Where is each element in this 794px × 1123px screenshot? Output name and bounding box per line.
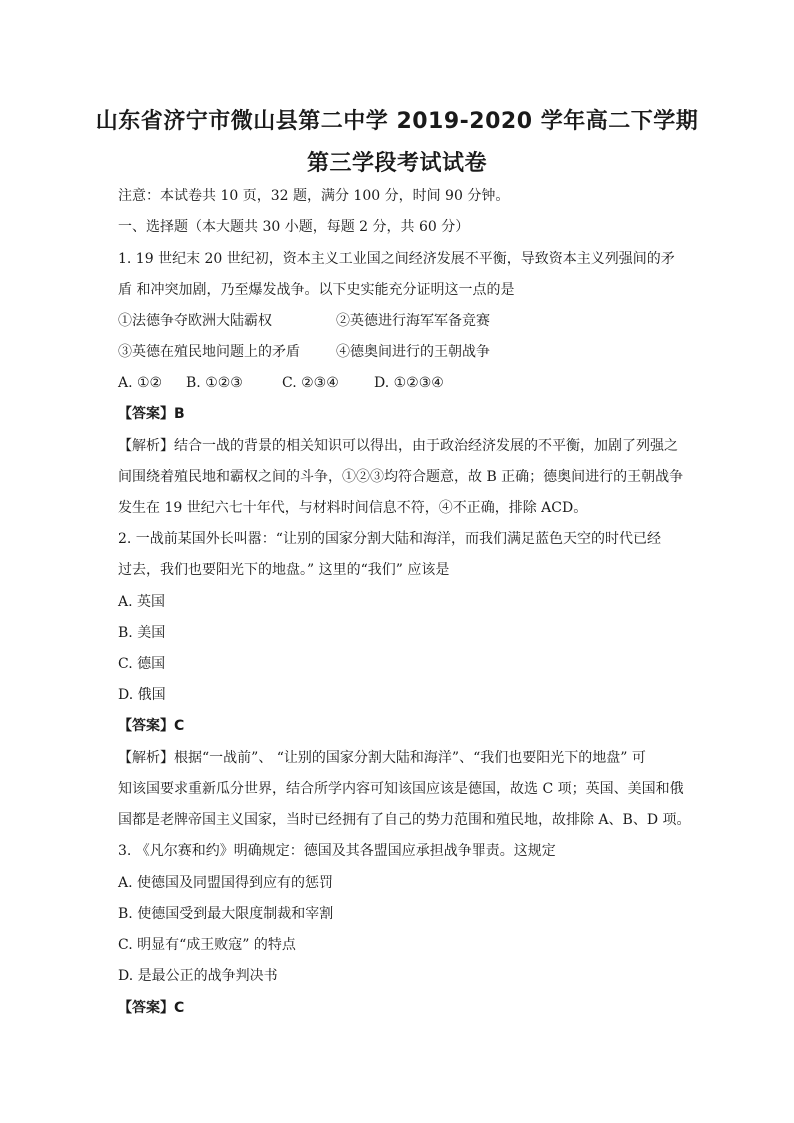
q2-option-d: D. 俄国 xyxy=(118,687,166,703)
section-heading: 一、选择题（本大题共 30 小题，每题 2 分，共 60 分） xyxy=(118,219,470,235)
q1-item-1: ①法德争夺欧洲大陆霸权 xyxy=(118,313,272,329)
q1-stem-line1: 1. 19 世纪末 20 世纪初，资本主义工业国之间经济发展不平衡，导致资本主义列强间的矛 xyxy=(118,251,675,267)
q2-answer: 【答案】C xyxy=(118,718,185,734)
q3-stem-line1: 3. 《凡尔赛和约》明确规定：德国及其各盟国应承担战争罪责。这规定 xyxy=(118,843,556,859)
q2-stem-line2: 过去，我们也要阳光下的地盘。” 这里的“我们” 应该是 xyxy=(118,562,450,578)
q1-item-3: ③英德在殖民地问题上的矛盾 xyxy=(118,344,300,360)
q2-analysis-line1: 【解析】根据“一战前”、 “让别的国家分割大陆和海洋”、“我们也要阳光下的地盘” 可 xyxy=(118,750,646,766)
q1-analysis-line2: 间围绕着殖民地和霸权之间的斗争，①②③均符合题意，故 B 正确；德奥间进行的王朝战争 xyxy=(118,469,684,485)
q1-option-c: C. ②③④ xyxy=(282,375,339,391)
q1-option-b: B. ①②③ xyxy=(186,375,243,391)
q1-option-a: A. ①② xyxy=(118,375,163,391)
q1-option-d: D. ①②③④ xyxy=(374,375,444,391)
q1-answer: 【答案】B xyxy=(118,406,185,422)
q1-analysis-line3: 发生在 19 世纪六七十年代，与材料时间信息不符，④不正确，排除 ACD。 xyxy=(118,500,588,516)
q3-option-b: B. 使德国受到最大限度制裁和宰割 xyxy=(118,906,334,922)
q2-analysis-line3: 国都是老牌帝国主义国家，当时已经拥有了自己的势力范围和殖民地，故排除 A、B、D 项。 xyxy=(118,812,691,828)
q2-option-b: B. 美国 xyxy=(118,625,166,641)
document-title-line1: 山东省济宁市微山县第二中学 2019-2020 学年高二下学期 xyxy=(95,109,699,134)
q1-analysis-line1: 【解析】结合一战的背景的相关知识可以得出，由于政治经济发展的不平衡，加剧了列强之 xyxy=(118,438,678,454)
q3-option-a: A. 使德国及同盟国得到应有的惩罚 xyxy=(118,875,334,891)
q3-answer: 【答案】C xyxy=(118,1000,185,1016)
exam-notice: 注意：本试卷共 10 页，32 题，满分 100 分，时间 90 分钟。 xyxy=(118,188,510,204)
q2-option-c: C. 德国 xyxy=(118,656,166,672)
q3-option-d: D. 是最公正的战争判决书 xyxy=(118,968,278,984)
q2-analysis-line2: 知该国要求重新瓜分世界，结合所学内容可知该国应该是德国，故选 C 项；英国、美国和俄 xyxy=(118,781,684,797)
q2-stem-line1: 2. 一战前某国外长叫嚣：“让别的国家分割大陆和海洋，而我们满足蓝色天空的时代已经 xyxy=(118,531,661,547)
q3-option-c: C. 明显有“成王败寇” 的特点 xyxy=(118,937,296,953)
q1-item-4: ④德奥间进行的王朝战争 xyxy=(336,344,490,360)
q1-items-row1 xyxy=(118,311,490,331)
q1-items-row2 xyxy=(118,342,490,362)
document-title-line2: 第三学段考试试卷 xyxy=(306,151,487,176)
q1-options xyxy=(118,373,444,393)
q1-item-2: ②英德进行海军军备竞赛 xyxy=(336,313,490,329)
q2-option-a: A. 英国 xyxy=(118,594,166,610)
q1-stem-line2: 盾 和冲突加剧，乃至爆发战争。以下史实能充分证明这一点的是 xyxy=(118,282,515,298)
